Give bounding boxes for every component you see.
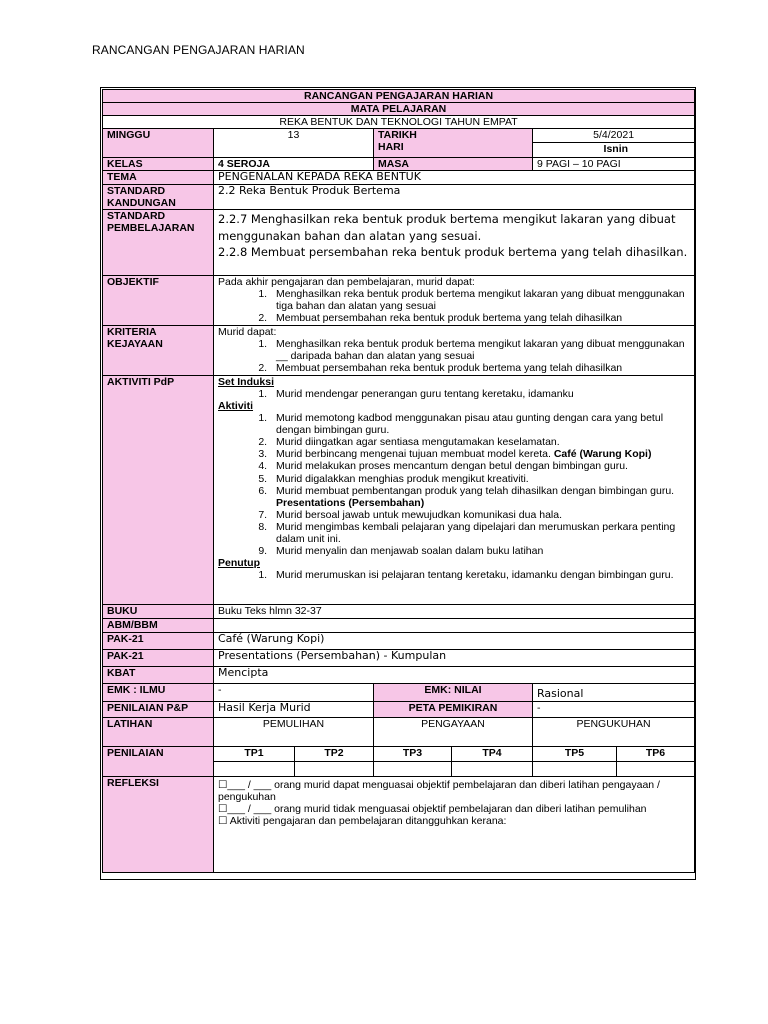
page-heading: RANCANGAN PENGAJARAN HARIAN [92, 43, 305, 57]
tp6-cell [617, 762, 695, 777]
sp-item-1: 2.2.7 Menghasilkan reka bentuk produk bertema mengikut lakaran yang dibuat menggunakan bahan dan alatan yang sesuai. [218, 212, 676, 243]
aktiviti-title: Aktiviti [218, 400, 254, 413]
list-item: 9. Murid menyalin dan menjawab soalan dalam buku latihan [270, 545, 690, 557]
kriteria-value [214, 326, 695, 376]
sp-item-2: 2.2.8 Membuat persembahan reka bentuk produk bertema yang telah dihasilkan. [218, 245, 688, 260]
kriteria-label [103, 326, 214, 376]
aktiviti-label: AKTIVITI PdP [103, 376, 214, 605]
tp2-header: TP2 [295, 747, 374, 762]
kriteria-intro: Murid dapat: [218, 326, 277, 339]
penilaian-label: PENILAIAN [103, 747, 214, 777]
refleksi-label: REFLEKSI [103, 777, 214, 873]
abm-label: ABM/BBM [103, 619, 214, 633]
abm-value [214, 619, 695, 633]
minggu-label: MINGGU [103, 129, 214, 158]
pak21-tag: Café (Warung Kopi) [553, 448, 652, 461]
masa-value: 9 PAGI – 10 PAGI [533, 158, 695, 171]
tp4-cell [452, 762, 533, 777]
emk-ilmu-value: - [214, 684, 374, 702]
peta-value: - [533, 702, 695, 718]
sk-label-1: STANDARD [107, 184, 166, 197]
refleksi-line: ☐ Aktiviti pengajaran dan pembelajaran ditangguhkan kerana: [218, 815, 507, 828]
plan-title: RANCANGAN PENGAJARAN HARIAN [103, 90, 695, 103]
penilaian-pnp-label: PENILAIAN P&P [103, 702, 214, 718]
emk-nilai-value: Rasional [533, 684, 695, 702]
sp-label-2: PEMBELAJARAN [107, 222, 195, 235]
aktiviti-list [218, 412, 690, 557]
tp4-header: TP4 [452, 747, 533, 762]
pak21-value: Café (Warung Kopi) [214, 633, 695, 650]
kk-label-2: KEJAYAAN [107, 338, 163, 351]
kbat-value: Mencipta [214, 667, 695, 684]
latihan-pengayaan: PENGAYAAN [374, 718, 533, 747]
list-item: 1. Menghasilkan reka bentuk produk bertema mengikut lakaran yang dibuat menggunakan __ daripada bahan dan alatan yang sesuai [270, 338, 690, 362]
tp3-header: TP3 [374, 747, 452, 762]
list-item: 2. Membuat persembahan reka bentuk produk bertema yang telah dihasilkan [270, 362, 690, 374]
objektif-intro: Pada akhir pengajaran dan pembelajaran, murid dapat: [218, 276, 475, 289]
pak21-label-2: PAK-21 [103, 650, 214, 667]
set-induksi-title: Set Induksi [218, 376, 275, 389]
subject-value: REKA BENTUK DAN TEKNOLOGI TAHUN EMPAT [103, 116, 695, 129]
tarikh-value: 5/4/2021 [533, 129, 695, 143]
list-item: 2. Murid diingatkan agar sentiasa mengutamakan keselamatan. [270, 436, 690, 448]
buku-label: BUKU [103, 605, 214, 619]
list-item: 8. Murid mengimbas kembali pelajaran yang dipelajari dan merumuskan perkara penting dalam unit ini. [270, 521, 690, 545]
objektif-list [218, 288, 690, 324]
standard-kandungan-value: 2.2 Reka Bentuk Produk Bertema [214, 184, 695, 209]
latihan-pengukuhan: PENGUKUHAN [533, 718, 695, 747]
objektif-value [214, 276, 695, 326]
emk-ilmu-label: EMK : ILMU [103, 684, 214, 702]
tarikh-hari-label [374, 129, 533, 158]
list-item [270, 448, 690, 460]
list-item: 1. Murid mendengar penerangan guru tentang keretaku, idamanku [270, 388, 690, 400]
penutup-title: Penutup [218, 556, 260, 569]
tp1-cell [214, 762, 295, 777]
list-item: 1. Murid merumuskan isi pelajaran tentang keretaku, idamanku dengan bimbingan guru. [270, 569, 690, 581]
pak21-label: PAK-21 [103, 633, 214, 650]
list-item [270, 485, 690, 509]
penutup-list [218, 569, 690, 581]
tp2-cell [295, 762, 374, 777]
activity-text: Murid membuat pembentangan produk yang telah dihasilkan dengan bimbingan guru. [276, 484, 675, 497]
latihan-label: LATIHAN [103, 718, 214, 747]
tp5-cell [533, 762, 617, 777]
masa-label: MASA [374, 158, 533, 171]
standard-kandungan-label [103, 184, 214, 209]
emk-nilai-label: EMK: NILAI [374, 684, 533, 702]
refleksi-line: ☐___ / ___ orang murid dapat menguasai objektif pembelajaran dan diberi latihan pengayaan / pengukuhan [218, 779, 660, 804]
subject-label: MATA PELAJARAN [103, 103, 695, 116]
list-item: 2. Membuat persembahan reka bentuk produk bertema yang telah dihasilkan [270, 312, 690, 324]
list-item: 1. Menghasilkan reka bentuk produk bertema mengikut lakaran yang dibuat menggunakan tiga bahan dan alatan yang sesuai [270, 288, 690, 312]
pak21-tag: Presentations (Persembahan) [276, 496, 425, 509]
standard-pembelajaran-label [103, 210, 214, 276]
hari-value: Isnin [533, 143, 695, 158]
kk-label-1: KRITERIA [107, 326, 157, 339]
kbat-label: KBAT [103, 667, 214, 684]
latihan-pemulihan: PEMULIHAN [214, 718, 374, 747]
set-induksi-list [218, 388, 690, 400]
lesson-plan-table [102, 89, 695, 873]
sk-label-2: KANDUNGAN [107, 196, 176, 209]
hari-label: HARI [378, 141, 404, 154]
buku-value: Buku Teks hlmn 32-37 [214, 605, 695, 619]
aktiviti-value [214, 376, 695, 605]
tp3-cell [374, 762, 452, 777]
kelas-value: 4 SEROJA [214, 158, 374, 171]
list-item: 5. Murid digalakkan menghias produk mengikut kreativiti. [270, 473, 690, 485]
penilaian-pnp-value: Hasil Kerja Murid [214, 702, 374, 718]
refleksi-value [214, 777, 695, 873]
tema-label: TEMA [103, 171, 214, 185]
list-item: 4. Murid melakukan proses mencantum dengan betul dengan bimbingan guru. [270, 460, 690, 472]
minggu-value: 13 [214, 129, 374, 158]
objektif-label: OBJEKTIF [103, 276, 214, 326]
standard-pembelajaran-value [214, 210, 695, 276]
tp1-header: TP1 [214, 747, 295, 762]
tarikh-label: TARIKH [378, 129, 417, 142]
kelas-label: KELAS [103, 158, 214, 171]
list-item: 1. Murid memotong kadbod menggunakan pisau atau gunting dengan cara yang betul dengan bimbingan guru. [270, 412, 690, 436]
activity-text: Murid berbincang mengenai tujuan membuat model kereta. [276, 448, 551, 461]
tema-value: PENGENALAN KEPADA REKA BENTUK [214, 171, 695, 185]
list-item: 7. Murid bersoal jawab untuk mewujudkan komunikasi dua hala. [270, 509, 690, 521]
peta-label: PETA PEMIKIRAN [374, 702, 533, 718]
kriteria-list [218, 338, 690, 374]
tp6-header: TP6 [617, 747, 695, 762]
sp-label-1: STANDARD [107, 210, 166, 223]
refleksi-line: ☐___ / ___ orang murid tidak menguasai objektif pembelajaran dan diberi latihan pemulihan [218, 803, 647, 816]
pak21-value-2: Presentations (Persembahan) - Kumpulan [214, 650, 695, 667]
tp5-header: TP5 [533, 747, 617, 762]
